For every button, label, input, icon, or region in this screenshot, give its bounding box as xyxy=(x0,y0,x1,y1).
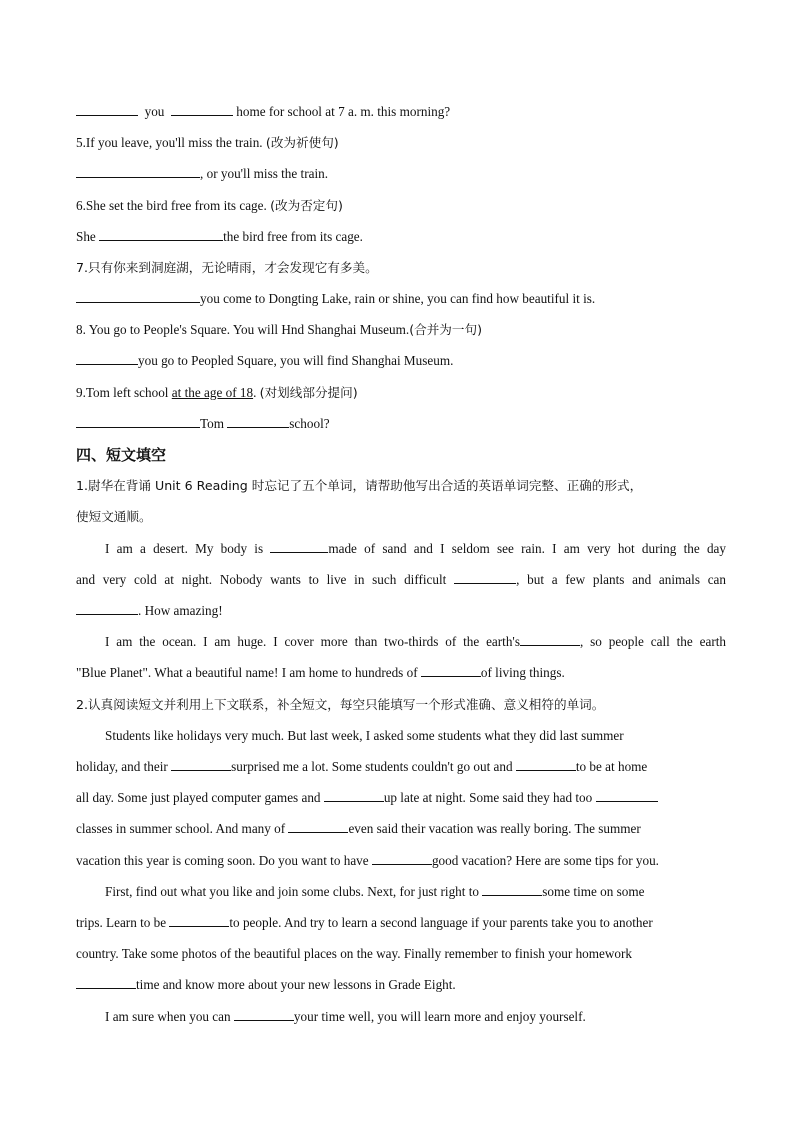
answer-blank[interactable] xyxy=(171,758,231,771)
p1-line: and very cold at night. Nobody wants to live in such difficult , but a few plants and animals can xyxy=(76,572,727,587)
answer-blank[interactable] xyxy=(76,352,138,365)
answer-blank[interactable] xyxy=(76,415,200,428)
q7-answer-line: you come to Dongting Lake, rain or shine, you can find how beautiful it is. xyxy=(76,290,726,308)
q7-question: 7.只有你来到洞庭湖，无论晴雨，才会发现它有多美。 xyxy=(76,260,378,275)
p1-line: "Blue Planet". What a beautiful name! I am home to hundreds of of living things. xyxy=(76,665,565,680)
answer-blank[interactable] xyxy=(171,103,233,116)
p2-line: First, find out what you like and join some clubs. Next, for just right to some time on some xyxy=(105,884,645,899)
p2-line: classes in summer school. And many of even said their vacation was really boring. The summer xyxy=(76,821,641,836)
answer-blank[interactable] xyxy=(596,789,658,802)
p1-instruction-line2: 使短文通顺。 xyxy=(76,509,152,524)
p2-line: vacation this year is coming soon. Do you want to have good vacation? Here are some tips for you. xyxy=(76,853,659,868)
q6-question: 6.She set the bird free from its cage. (改为否定句) xyxy=(76,198,343,213)
p2-line: trips. Learn to be to people. And try to learn a second language if your parents take you to another xyxy=(76,915,653,930)
text: home for school at 7 a. m. this morning? xyxy=(236,104,451,119)
answer-blank[interactable] xyxy=(372,852,432,865)
q8-answer-line: you go to Peopled Square, you will find Shanghai Museum. xyxy=(76,352,726,370)
answer-blank[interactable] xyxy=(76,290,200,303)
q5-question: 5.If you leave, you'll miss the train. (改为祈使句) xyxy=(76,135,339,150)
answer-blank[interactable] xyxy=(324,789,384,802)
p1-line: . How amazing! xyxy=(76,602,726,620)
answer-blank[interactable] xyxy=(482,883,542,896)
p2-line: Students like holidays very much. But last week, I asked some students what they did last summer xyxy=(105,728,624,743)
instruction-note: (改为否定句) xyxy=(270,198,343,213)
answer-blank[interactable] xyxy=(76,165,200,178)
answer-blank[interactable] xyxy=(76,976,136,989)
underlined-phrase: at the age of 18 xyxy=(171,385,254,400)
answer-blank[interactable] xyxy=(76,103,138,116)
p1-instruction-line1: 1.尉华在背诵 Unit 6 Reading 时忘记了五个单词，请帮助他写出合适的英语单词完整、正确的形式， xyxy=(76,478,643,493)
answer-blank[interactable] xyxy=(288,820,348,833)
answer-blank[interactable] xyxy=(520,633,580,646)
p2-instruction: 2.认真阅读短文并利用上下文联系，补全短文，每空只能填写一个形式准确、意义相符的单词。 xyxy=(76,697,605,712)
instruction-note: (改为祈使句) xyxy=(265,135,339,150)
answer-blank[interactable] xyxy=(169,914,229,927)
q6-answer-line: She the bird free from its cage. xyxy=(76,229,363,244)
answer-blank[interactable] xyxy=(99,228,223,241)
q4-answer-line xyxy=(76,103,726,121)
p1-line: I am the ocean. I am huge. I cover more than two-thirds of the earth's , so people call the earth xyxy=(105,634,726,649)
answer-blank[interactable] xyxy=(76,602,138,615)
p2-line: country. Take some photos of the beautiful places on the way. Finally remember to finish your homework xyxy=(76,946,632,961)
text: you xyxy=(144,104,165,119)
instruction-note: (对划线部分提问) xyxy=(259,385,358,400)
q8-question: 8. You go to People's Square. You will Hnd Shanghai Museum.(合并为一句) xyxy=(76,322,482,337)
answer-blank[interactable] xyxy=(421,664,481,677)
instruction-note: (合并为一句) xyxy=(409,322,482,337)
answer-blank[interactable] xyxy=(516,758,576,771)
answer-blank[interactable] xyxy=(227,415,289,428)
q5-answer-line: , or you'll miss the train. xyxy=(76,165,726,183)
p2-line: time and know more about your new lessons in Grade Eight. xyxy=(76,976,726,994)
p2-line: all day. Some just played computer games and up late at night. Some said they had too xyxy=(76,789,726,807)
section-heading: 四、短文填空 xyxy=(76,446,167,464)
answer-blank[interactable] xyxy=(454,571,516,584)
p2-line: holiday, and their surprised me a lot. Some students couldn't go out and to be at home xyxy=(76,759,648,774)
answer-blank[interactable] xyxy=(234,1008,294,1021)
q9-answer-line: Tom school? xyxy=(76,415,726,433)
p1-line: I am a desert. My body is made of sand and I seldom see rain. I am very hot during the day xyxy=(105,541,726,556)
q9-question: 9.Tom left school at the age of 18. (对划线部分提问) xyxy=(76,385,358,400)
answer-blank[interactable] xyxy=(270,540,328,553)
p2-line: I am sure when you can your time well, you will learn more and enjoy yourself. xyxy=(105,1009,586,1024)
